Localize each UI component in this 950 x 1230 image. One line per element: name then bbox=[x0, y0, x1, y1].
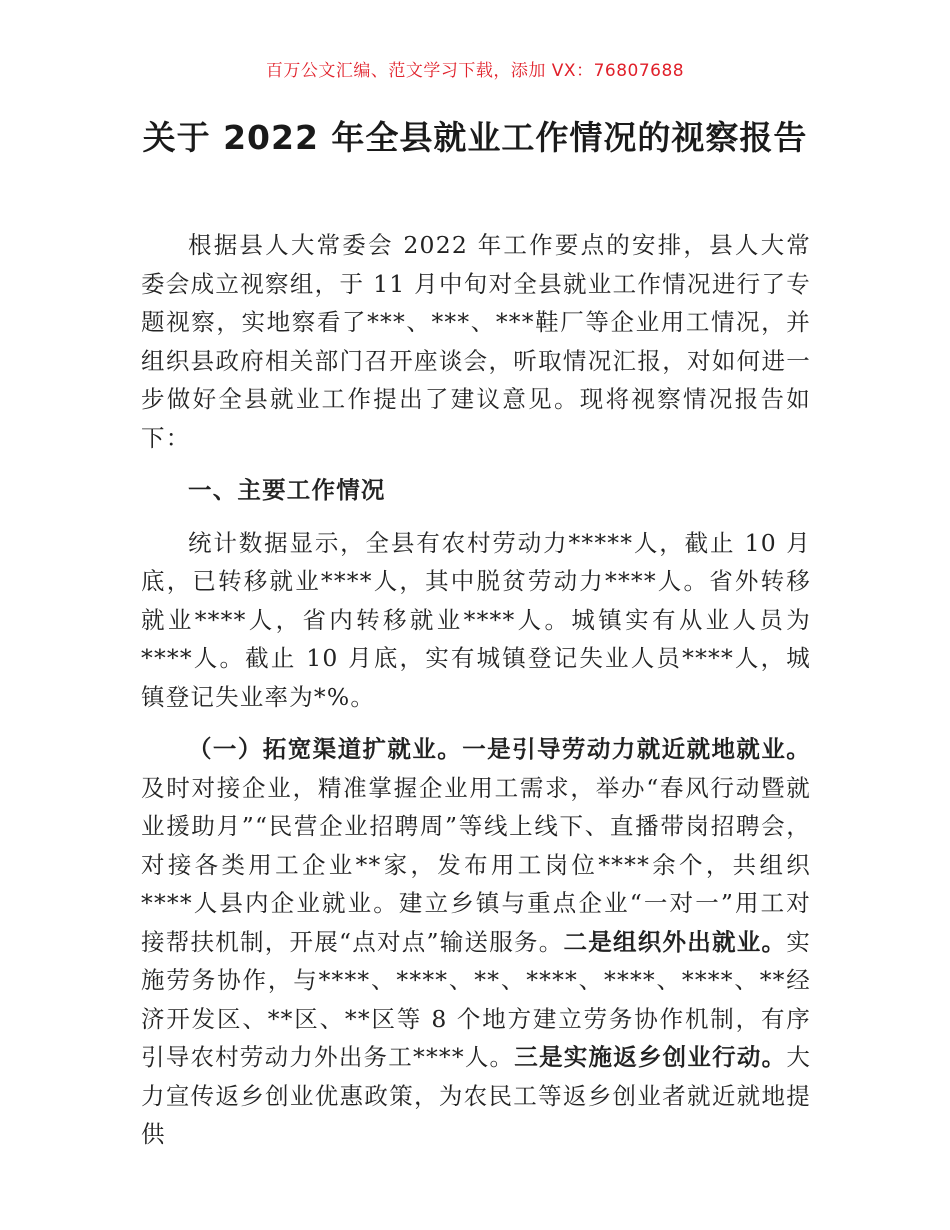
page-title: 关于 2022 年全县就业工作情况的视察报告 bbox=[142, 118, 808, 157]
intro-paragraph: 根据县人大常委会 2022 年工作要点的安排，县人大常委会成立视察组，于 11 月中旬对全县就业工作情况进行了专题视察，实地察看了***、***、***鞋厂等企业用工情况，并组织县政府相关部门召开座谈会，听取情况汇报，对如何进一步做好全县就业工作提出了建议意见。现将视察情况报告如下： bbox=[141, 231, 811, 452]
point-text: 实施劳务协作，与****、****、**、****、****、****、**经济开发区、**区、**区等 8 个地方建立劳务协作机制，有序引导农村劳动力外出务工****人。 bbox=[141, 927, 811, 1071]
document-body bbox=[141, 226, 811, 1154]
section-heading: 一、主要工作情况 bbox=[188, 476, 386, 504]
watermark-banner: 百万公文汇编、范文学习下载，添加 VX：76807688 bbox=[265, 61, 685, 81]
item-paragraph bbox=[141, 730, 811, 1154]
stats-paragraph: 统计数据显示，全县有农村劳动力*****人，截止 10 月底，已转移就业****人，其中脱贫劳动力****人。省外转移就业****人，省内转移就业****人。城镇实有从业人员为****人。截止 10 月底，实有城镇登记失业人员****人，城镇登记失业率为*%。 bbox=[141, 528, 811, 711]
point-title: 一是引导劳动力就近就地就业。 bbox=[462, 735, 811, 763]
point-text: 大力宣传返乡创业优惠政策，为农民工等返乡创业者就近就地提供 bbox=[141, 1043, 812, 1148]
item-heading: （一）拓宽渠道扩就业。 bbox=[188, 735, 463, 763]
point-title: 二是组织外出就业。 bbox=[563, 927, 787, 956]
point-text: 及时对接企业，精准掌握企业用工需求，举办“春风行动暨就业援助月”“民营企业招聘周”等线上线下、直播带岗招聘会，对接各类用工企业**家，发布用工岗位****余个，共组织****人县内企业就业。建立乡镇与重点企业“一对一”用工对接帮扶机制，开展“点对点”输送服务。 bbox=[141, 773, 811, 956]
point-title: 三是实施返乡创业行动。 bbox=[514, 1043, 787, 1071]
